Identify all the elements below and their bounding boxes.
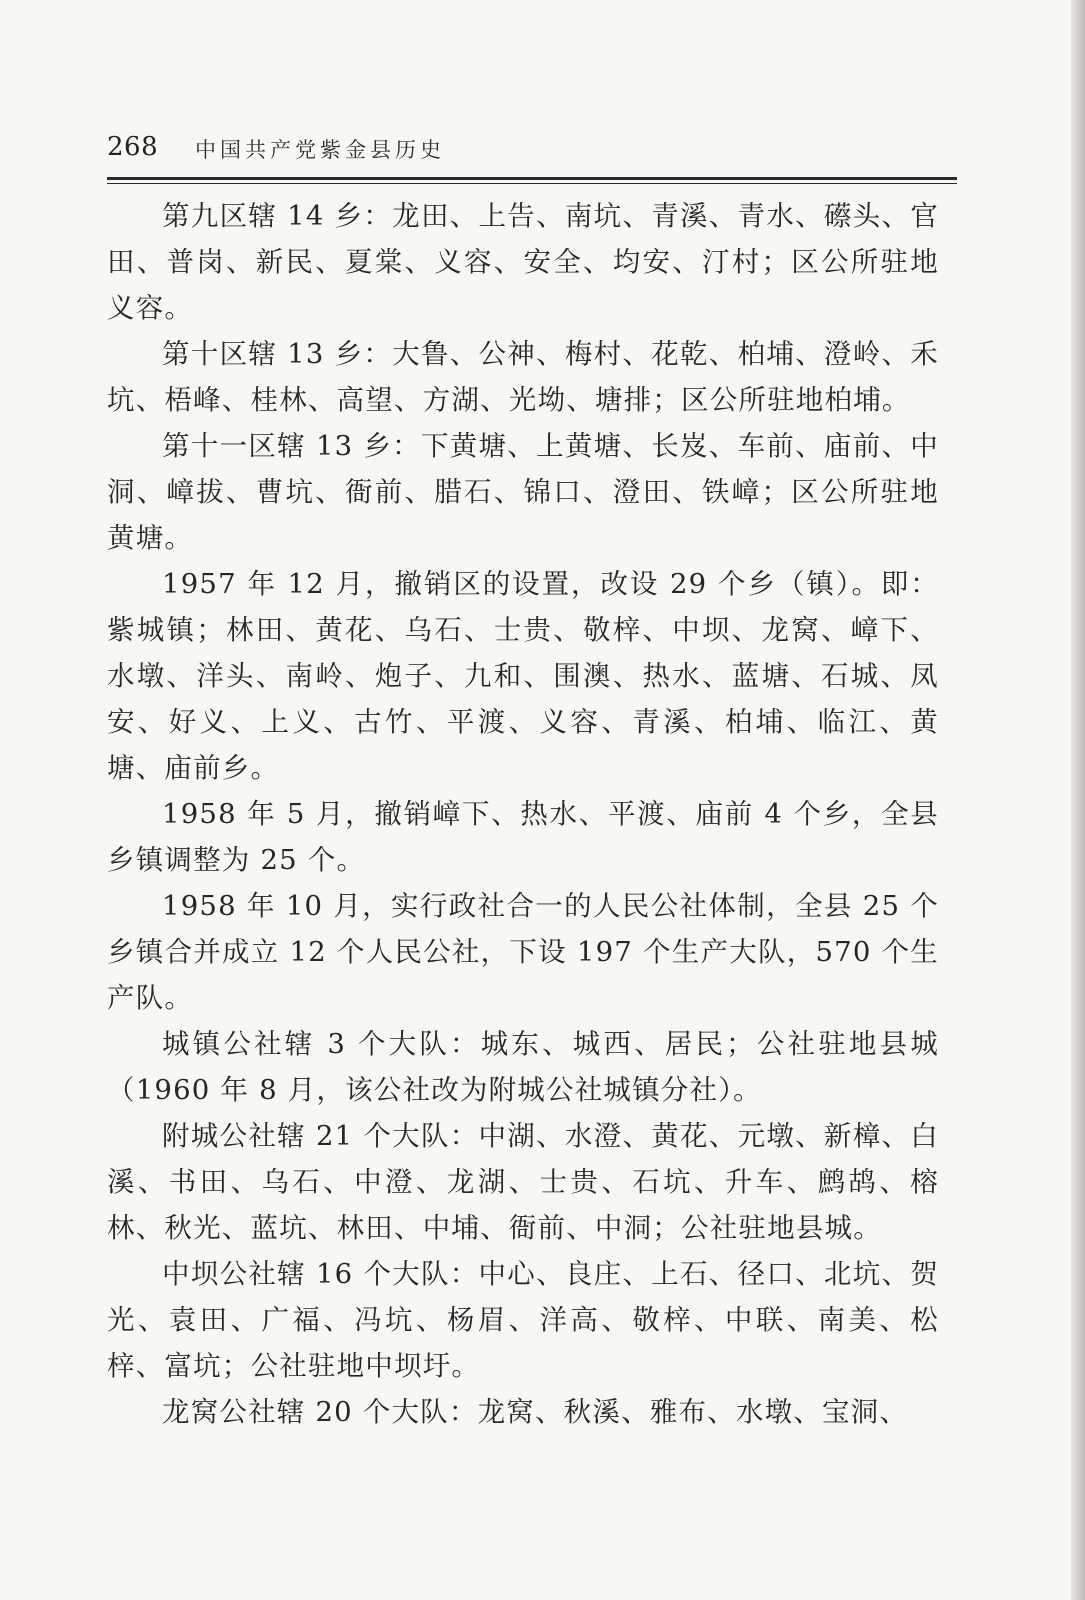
paragraph-zhongba-commune: 中坝公社辖 16 个大队：中心、良庄、上石、径口、北坑、贺光、袁田、广福、冯坑、杨眉、洋高、敬梓、中联、南美、松梓、富坑；公社驻地中坝圩。 <box>107 1258 939 1382</box>
body-text <box>107 193 939 1435</box>
paragraph-1957-12: 1957 年 12 月，撤销区的设置，改设 29 个乡（镇）。即：紫城镇；林田、黄花、乌石、士贵、敬梓、中坝、龙窝、嶂下、水墩、洋头、南岭、炮子、九和、围澳、热水、蓝塘、石城、凤安、好义、上义、古竹、平渡、义容、青溪、柏埔、临江、黄塘、庙前乡。 <box>107 568 939 784</box>
paragraph-district-11: 第十一区辖 13 乡：下黄塘、上黄塘、长岌、车前、庙前、中洞、嶂拔、曹坑、衙前、腊石、锦口、澄田、铁嶂；区公所驻地黄塘。 <box>107 430 939 554</box>
running-title: 中国共产党紫金县历史 <box>195 138 445 162</box>
page-edge-shadow <box>1071 0 1085 1600</box>
paragraph-1958-10: 1958 年 10 月，实行政社合一的人民公社体制，全县 25 个乡镇合并成立 12 个人民公社，下设 197 个生产大队，570 个生产队。 <box>107 890 939 1014</box>
header-rule-thick <box>107 177 957 180</box>
page-header <box>107 132 957 172</box>
paragraph-fucheng-commune: 附城公社辖 21 个大队：中湖、水澄、黄花、元墩、新樟、白溪、书田、乌石、中澄、龙湖、士贵、石坑、升车、鹧鸪、榕林、秋光、蓝坑、林田、中埔、衙前、中洞；公社驻地县城。 <box>107 1120 939 1244</box>
page-number: 268 <box>107 132 159 162</box>
paragraph-district-9: 第九区辖 14 乡：龙田、上告、南坑、青溪、青水、礤头、官田、普岗、新民、夏棠、义容、安全、均安、汀村；区公所驻地义容。 <box>107 200 939 324</box>
paragraph-1958-5: 1958 年 5 月，撤销嶂下、热水、平渡、庙前 4 个乡，全县乡镇调整为 25 个。 <box>107 798 939 876</box>
paragraph-longwo-commune: 龙窝公社辖 20 个大队：龙窝、秋溪、雅布、水墩、宝洞、 <box>162 1396 909 1428</box>
paragraph-chengzhen-commune: 城镇公社辖 3 个大队：城东、城西、居民；公社驻地县城（1960 年 8 月，该公社改为附城公社城镇分社）。 <box>107 1028 939 1106</box>
paragraph-district-10: 第十区辖 13 乡：大鲁、公神、梅村、花乾、柏埔、澄岭、禾坑、梧峰、桂林、高望、方湖、光坳、塘排；区公所驻地柏埔。 <box>107 338 939 416</box>
header-rule-thin <box>107 183 957 184</box>
